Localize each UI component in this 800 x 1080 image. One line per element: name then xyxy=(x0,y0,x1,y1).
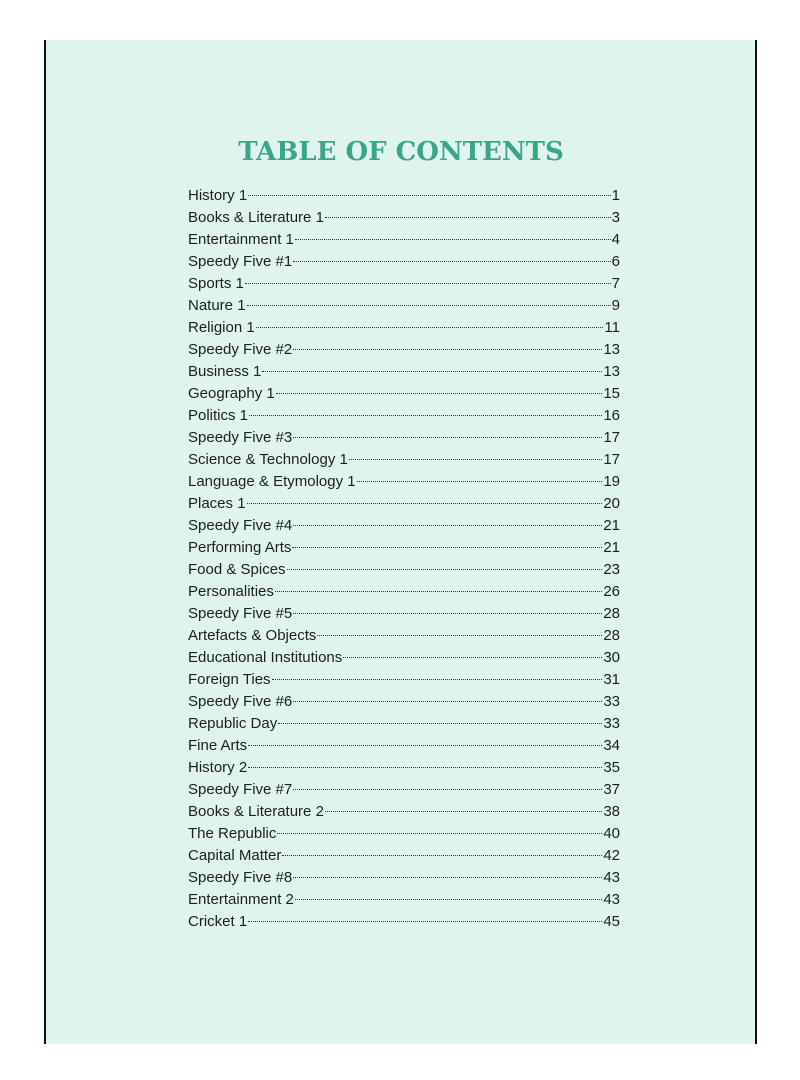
toc-entry-label: History 1 xyxy=(188,187,248,204)
toc-dot-leader xyxy=(293,789,602,790)
toc-entry[interactable] xyxy=(188,911,620,933)
toc-dot-leader xyxy=(293,525,602,526)
toc-entry-label: Speedy Five #5 xyxy=(188,605,293,622)
toc-entry-label: Business 1 xyxy=(188,363,262,380)
toc-dot-leader xyxy=(276,393,603,394)
toc-entry[interactable] xyxy=(188,603,620,625)
toc-page-number: 1 xyxy=(611,187,620,204)
toc-entry[interactable] xyxy=(188,405,620,427)
toc-dot-leader xyxy=(293,877,602,878)
toc-entry[interactable] xyxy=(188,493,620,515)
toc-dot-leader xyxy=(248,921,602,922)
toc-entry-label: Entertainment 1 xyxy=(188,231,294,248)
toc-dot-leader xyxy=(262,371,602,372)
toc-page-number: 13 xyxy=(603,341,620,358)
toc-entry-label: Books & Literature 2 xyxy=(188,803,324,820)
toc-dot-leader xyxy=(293,349,602,350)
toc-dot-leader xyxy=(349,459,602,460)
toc-entry[interactable] xyxy=(188,383,620,405)
toc-dot-leader xyxy=(292,547,602,548)
toc-entry-label: Language & Etymology 1 xyxy=(188,473,356,490)
page-left-border xyxy=(44,40,46,1044)
toc-entry[interactable] xyxy=(188,361,620,383)
toc-dot-leader xyxy=(249,415,602,416)
toc-page-number: 20 xyxy=(603,495,620,512)
toc-dot-leader xyxy=(248,195,610,196)
toc-dot-leader xyxy=(293,261,610,262)
toc-entry-label: Speedy Five #3 xyxy=(188,429,293,446)
toc-dot-leader xyxy=(277,833,602,834)
page-title: TABLE OF CONTENTS xyxy=(238,137,564,167)
toc-entry-label: Capital Matter xyxy=(188,847,282,864)
toc-entry-label: Science & Technology 1 xyxy=(188,451,348,468)
toc-entry-label: Places 1 xyxy=(188,495,246,512)
toc-dot-leader xyxy=(272,679,603,680)
toc-entry[interactable] xyxy=(188,229,620,251)
toc-entry[interactable] xyxy=(188,207,620,229)
toc-dot-leader xyxy=(275,591,602,592)
toc-page-number: 17 xyxy=(603,429,620,446)
toc-entry[interactable] xyxy=(188,889,620,911)
toc-page-number: 13 xyxy=(603,363,620,380)
toc-entry-label: The Republic xyxy=(188,825,277,842)
toc-entry[interactable] xyxy=(188,757,620,779)
toc-dot-leader xyxy=(248,767,602,768)
toc-dot-leader xyxy=(343,657,602,658)
toc-page-number: 26 xyxy=(603,583,620,600)
toc-entry-label: Geography 1 xyxy=(188,385,275,402)
toc-dot-leader xyxy=(325,811,602,812)
toc-entry[interactable] xyxy=(188,823,620,845)
toc-entry-label: Speedy Five #8 xyxy=(188,869,293,886)
toc-dot-leader xyxy=(256,327,604,328)
toc-page-number: 34 xyxy=(603,737,620,754)
toc-entry[interactable] xyxy=(188,339,620,361)
toc-entry[interactable] xyxy=(188,625,620,647)
toc-page-number: 38 xyxy=(603,803,620,820)
toc-entry[interactable] xyxy=(188,647,620,669)
toc-entry[interactable] xyxy=(188,185,620,207)
toc-page-number: 7 xyxy=(611,275,620,292)
toc-page-number: 11 xyxy=(604,319,620,336)
toc-entry[interactable] xyxy=(188,669,620,691)
toc-page-number: 19 xyxy=(603,473,620,490)
toc-entry[interactable] xyxy=(188,537,620,559)
toc-entry-label: Politics 1 xyxy=(188,407,249,424)
toc-dot-leader xyxy=(325,217,611,218)
toc-dot-leader xyxy=(293,437,602,438)
toc-entry-label: Cricket 1 xyxy=(188,913,248,930)
toc-page-number: 33 xyxy=(603,693,620,710)
toc-entry-label: Religion 1 xyxy=(188,319,255,336)
toc-dot-leader xyxy=(247,503,603,504)
toc-entry-label: Performing Arts xyxy=(188,539,292,556)
toc-page-number: 15 xyxy=(603,385,620,402)
toc-dot-leader xyxy=(245,283,611,284)
toc-page-number: 23 xyxy=(603,561,620,578)
toc-entry-label: Educational Institutions xyxy=(188,649,343,666)
toc-entry[interactable] xyxy=(188,845,620,867)
toc-entry-label: Nature 1 xyxy=(188,297,246,314)
toc-entry-label: Entertainment 2 xyxy=(188,891,294,908)
toc-entry[interactable] xyxy=(188,471,620,493)
toc-page-number: 45 xyxy=(603,913,620,930)
toc-page-number: 40 xyxy=(603,825,620,842)
toc-dot-leader xyxy=(293,701,602,702)
toc-dot-leader xyxy=(247,305,611,306)
toc-entry[interactable] xyxy=(188,779,620,801)
toc-entry-label: History 2 xyxy=(188,759,248,776)
toc-entry-label: Books & Literature 1 xyxy=(188,209,324,226)
toc-page-number: 17 xyxy=(603,451,620,468)
toc-page-number: 6 xyxy=(611,253,620,270)
toc-page-number: 33 xyxy=(603,715,620,732)
toc-dot-leader xyxy=(248,745,602,746)
toc-entry[interactable] xyxy=(188,295,620,317)
toc-page-number: 28 xyxy=(603,627,620,644)
toc-entry-label: Speedy Five #4 xyxy=(188,517,293,534)
toc-entry[interactable] xyxy=(188,559,620,581)
toc-entry-label: Foreign Ties xyxy=(188,671,271,688)
toc-dot-leader xyxy=(295,899,602,900)
toc-dot-leader xyxy=(278,723,602,724)
toc-page-number: 42 xyxy=(603,847,620,864)
toc-entry-label: Food & Spices xyxy=(188,561,286,578)
toc-entry[interactable] xyxy=(188,735,620,757)
toc-dot-leader xyxy=(295,239,611,240)
toc-page-number: 43 xyxy=(603,891,620,908)
toc-page-number: 37 xyxy=(603,781,620,798)
toc-entry[interactable] xyxy=(188,251,620,273)
toc-entry-label: Fine Arts xyxy=(188,737,248,754)
toc-dot-leader xyxy=(357,481,603,482)
toc-entry-label: Speedy Five #1 xyxy=(188,253,293,270)
toc-page-number: 43 xyxy=(603,869,620,886)
toc-entry[interactable] xyxy=(188,581,620,603)
toc-entry-label: Personalities xyxy=(188,583,274,600)
toc-entry[interactable] xyxy=(188,691,620,713)
toc-entry-label: Speedy Five #2 xyxy=(188,341,293,358)
toc-page-number: 16 xyxy=(603,407,620,424)
toc-page-number: 35 xyxy=(603,759,620,776)
toc-page-number: 21 xyxy=(603,539,620,556)
toc-entry-label: Speedy Five #7 xyxy=(188,781,293,798)
toc-page-number: 4 xyxy=(611,231,620,248)
toc-entry[interactable] xyxy=(188,801,620,823)
toc-entry[interactable] xyxy=(188,449,620,471)
toc-entry[interactable] xyxy=(188,427,620,449)
toc-page-number: 9 xyxy=(611,297,620,314)
toc-dot-leader xyxy=(282,855,602,856)
toc-page-number: 30 xyxy=(603,649,620,666)
toc-entry[interactable] xyxy=(188,515,620,537)
toc-page-number: 3 xyxy=(611,209,620,226)
toc-page-number: 28 xyxy=(603,605,620,622)
toc-dot-leader xyxy=(293,613,602,614)
toc-list xyxy=(188,185,620,933)
toc-entry-label: Speedy Five #6 xyxy=(188,693,293,710)
toc-entry-label: Sports 1 xyxy=(188,275,244,292)
toc-entry[interactable] xyxy=(188,273,620,295)
toc-entry-label: Republic Day xyxy=(188,715,278,732)
toc-dot-leader xyxy=(287,569,603,570)
toc-entry[interactable] xyxy=(188,317,620,339)
toc-entry[interactable] xyxy=(188,867,620,889)
toc-page-number: 21 xyxy=(603,517,620,534)
toc-entry[interactable] xyxy=(188,713,620,735)
page-right-border xyxy=(755,40,757,1044)
toc-entry-label: Artefacts & Objects xyxy=(188,627,317,644)
toc-page-number: 31 xyxy=(603,671,620,688)
toc-dot-leader xyxy=(317,635,602,636)
